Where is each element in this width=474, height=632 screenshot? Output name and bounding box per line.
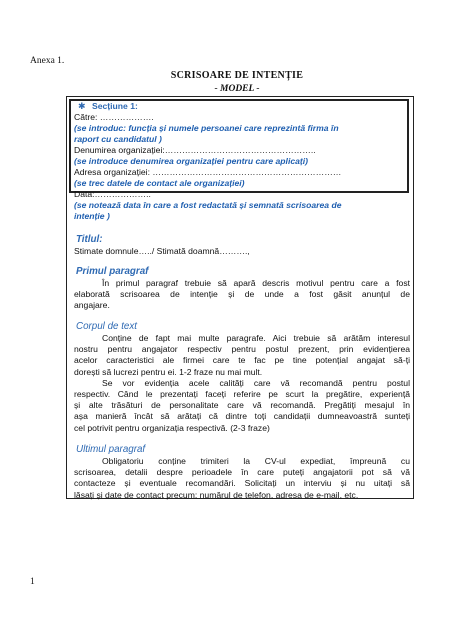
date-note-line-1: (se notează data în care a fost redactată și semnată scrisoarea de — [74, 200, 342, 210]
recipient-note-line-2: raport cu candidatul ) — [74, 134, 162, 144]
document-subtitle: - MODEL - — [214, 84, 260, 94]
organization-name-note: (se introduce denumirea organizației pentru care aplicați) — [74, 156, 308, 166]
paragraph-line: respectiv. Când le prezentați faceți referire pe scurt la pregătire, experiență — [74, 389, 410, 400]
body-text-paragraph — [74, 333, 410, 434]
paragraph-line: dorești să lucrezi pentru ei. 1-2 fraze nu mai mult. — [74, 366, 263, 377]
organization-name-line: Denumirea organizației:…………………………………………….. — [74, 145, 316, 155]
first-paragraph — [74, 278, 410, 312]
paragraph-line: Se vor evidenția acele calități care vă recomandă pentru postul — [102, 377, 410, 388]
paragraph-line: contacteze și eventuale recomandări. Solicitați un interviu și nu uitați să — [74, 478, 410, 489]
section-1-heading: Secțiune 1: — [92, 101, 138, 111]
salutation-line: Stimate domnule…../ Stimată doamnă………., — [74, 246, 250, 256]
paragraph-line: așa manieră încât să arătați că dintre toți candidații dumneavoastră sunteți — [74, 411, 410, 422]
paragraph-line: Conține de fapt mai multe paragrafe. Aici trebuie să arătăm interesul — [102, 333, 410, 343]
recipient-note-line-1: (se introduc: funcția și numele persoanei care reprezintă firma în — [74, 123, 339, 133]
page-number: 1 — [30, 577, 35, 587]
title-heading: Titlul: — [76, 234, 103, 245]
paragraph-line: lăsați și date de contact precum: numărul de telefon, adresa de e-mail, etc. — [74, 489, 359, 500]
paragraph-line: acelor caracteristici ale firmei care te fac pe tine potențial angajat să-ți — [74, 355, 410, 366]
paragraph-line: cel potrivit pentru organizația respectivă. (2-3 fraze) — [74, 422, 270, 433]
annex-label: Anexa 1. — [30, 56, 65, 66]
date-line: Data:……………….. — [74, 189, 151, 199]
paragraph-line: scrisoarea, detalii despre perioadele în care puteți angajatorii pot să vă — [74, 467, 410, 478]
paragraph-line: elaborată scrisoarea de intenție și de unde a fost găsit anunțul de — [74, 289, 410, 300]
body-text-heading: Corpul de text — [76, 321, 137, 332]
date-note-line-2: intenție ) — [74, 211, 110, 221]
star-icon: ✱ — [78, 101, 86, 111]
paragraph-line: Obligatoriu conține trimiteri la CV-ul expediat, împreună cu — [102, 456, 410, 466]
last-paragraph-heading: Ultimul paragraf — [76, 444, 146, 455]
document-title: SCRISOARE DE INTENȚIE — [170, 70, 304, 81]
recipient-line: Către: ………………. — [74, 112, 154, 122]
first-paragraph-heading: Primul paragraf — [76, 266, 149, 277]
organization-contact-note: (se trec datele de contact ale organizației) — [74, 178, 245, 188]
paragraph-line: În primul paragraf trebuie să apară descris motivul pentru care a fost — [102, 278, 410, 288]
organization-address-line: Adresa organizației: ………………………………………………………… — [74, 167, 342, 177]
paragraph-line: nostru pentru angajator respectiv pentru postul prezent, prin evidențierea — [74, 344, 410, 355]
paragraph-line: angajare. — [74, 300, 110, 311]
paragraph-line: și alte trăsături de personalitate care vă recomandă. Pregătiți mesajul în — [74, 400, 410, 411]
last-paragraph — [74, 456, 410, 501]
